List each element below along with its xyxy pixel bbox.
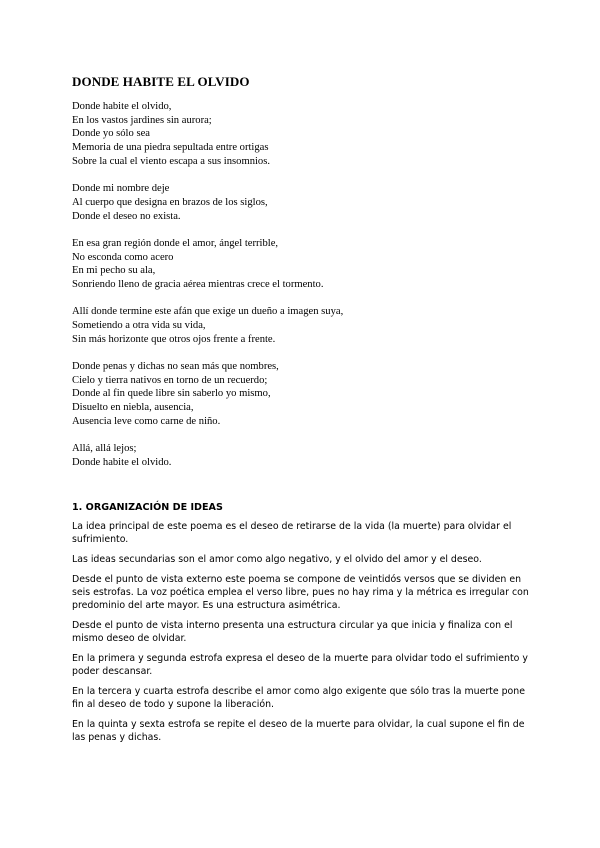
analysis-paragraph: Desde el punto de vista interno presenta una estructura circular ya que inicia y finaliza con el mismo deseo de olvidar. <box>72 620 513 644</box>
section-heading: 1. ORGANIZACIÓN DE IDEAS <box>72 502 223 513</box>
verse-line: Allá, allá lejos; <box>72 443 137 455</box>
analysis-section <box>72 502 532 751</box>
verse-line: Memoria de una piedra sepultada entre ortigas <box>72 142 269 154</box>
verse-line: No esconda como acero <box>72 251 174 263</box>
verse-line: En mi pecho su ala, <box>72 265 156 277</box>
verse-line: Donde penas y dichas no sean más que nombres, <box>72 360 279 372</box>
verse-line: En los vastos jardines sin aurora; <box>72 114 212 126</box>
verse-line: Donde mi nombre deje <box>72 183 170 195</box>
verse-line: Sin más horizonte que otros ojos frente a frente. <box>72 333 276 345</box>
verse-line: Donde habite el olvido. <box>72 456 172 468</box>
verse-line: Disuelto en niebla, ausencia, <box>72 402 194 414</box>
stanza-2 <box>72 182 552 223</box>
stanza-6 <box>72 442 552 469</box>
verse-line: Al cuerpo que designa en brazos de los siglos, <box>72 196 268 208</box>
verse-line: Donde habite el olvido, <box>72 101 172 112</box>
analysis-paragraph: Desde el punto de vista externo este poema se compone de veintidós versos que se dividen en seis estrofas. La voz poética emplea el verso libre, pues no hay rima y la métrica es irregular con predominio del arte mayor. Es una estructura asimétrica. <box>72 574 529 611</box>
stanza-5 <box>72 360 552 429</box>
stanza-4 <box>72 305 552 346</box>
verse-line: Allí donde termine este afán que exige un dueño a imagen suya, <box>72 306 344 318</box>
verse-line: Donde al fin quede libre sin saberlo yo mismo, <box>72 388 271 400</box>
stanza-1 <box>72 100 552 169</box>
verse-line: Cielo y tierra nativos en torno de un recuerdo; <box>72 374 268 386</box>
analysis-paragraph: La idea principal de este poema es el deseo de retirarse de la vida (la muerte) para olvidar el sufrimiento. <box>72 521 512 545</box>
analysis-paragraph: En la primera y segunda estrofa expresa el deseo de la muerte para olvidar todo el sufrimiento y poder descansar. <box>72 653 528 677</box>
verse-line: Ausencia leve como carne de niño. <box>72 415 221 427</box>
verse-line: Donde yo sólo sea <box>72 128 150 140</box>
verse-line: Sonriendo lleno de gracia aérea mientras crece el tormento. <box>72 278 324 290</box>
verse-line: En esa gran región donde el amor, ángel terrible, <box>72 237 279 249</box>
analysis-paragraph: Las ideas secundarias son el amor como algo negativo, y el olvido del amor y el deseo. <box>72 554 482 565</box>
poem-title: DONDE HABITE EL OLVIDO <box>72 74 250 89</box>
verse-line: Donde el deseo no exista. <box>72 210 181 222</box>
stanza-3 <box>72 237 552 292</box>
verse-line: Sobre la cual el viento escapa a sus insomnios. <box>72 155 270 167</box>
analysis-paragraph: En la tercera y cuarta estrofa describe el amor como algo exigente que sólo tras la muerte pone fin al deseo de todo y supone la liberación. <box>72 686 526 710</box>
poem-body <box>72 100 552 483</box>
verse-line: Sometiendo a otra vida su vida, <box>72 319 206 331</box>
analysis-paragraph: En la quinta y sexta estrofa se repite el deseo de la muerte para olvidar, la cual supone el fin de las penas y dichas. <box>72 719 525 743</box>
